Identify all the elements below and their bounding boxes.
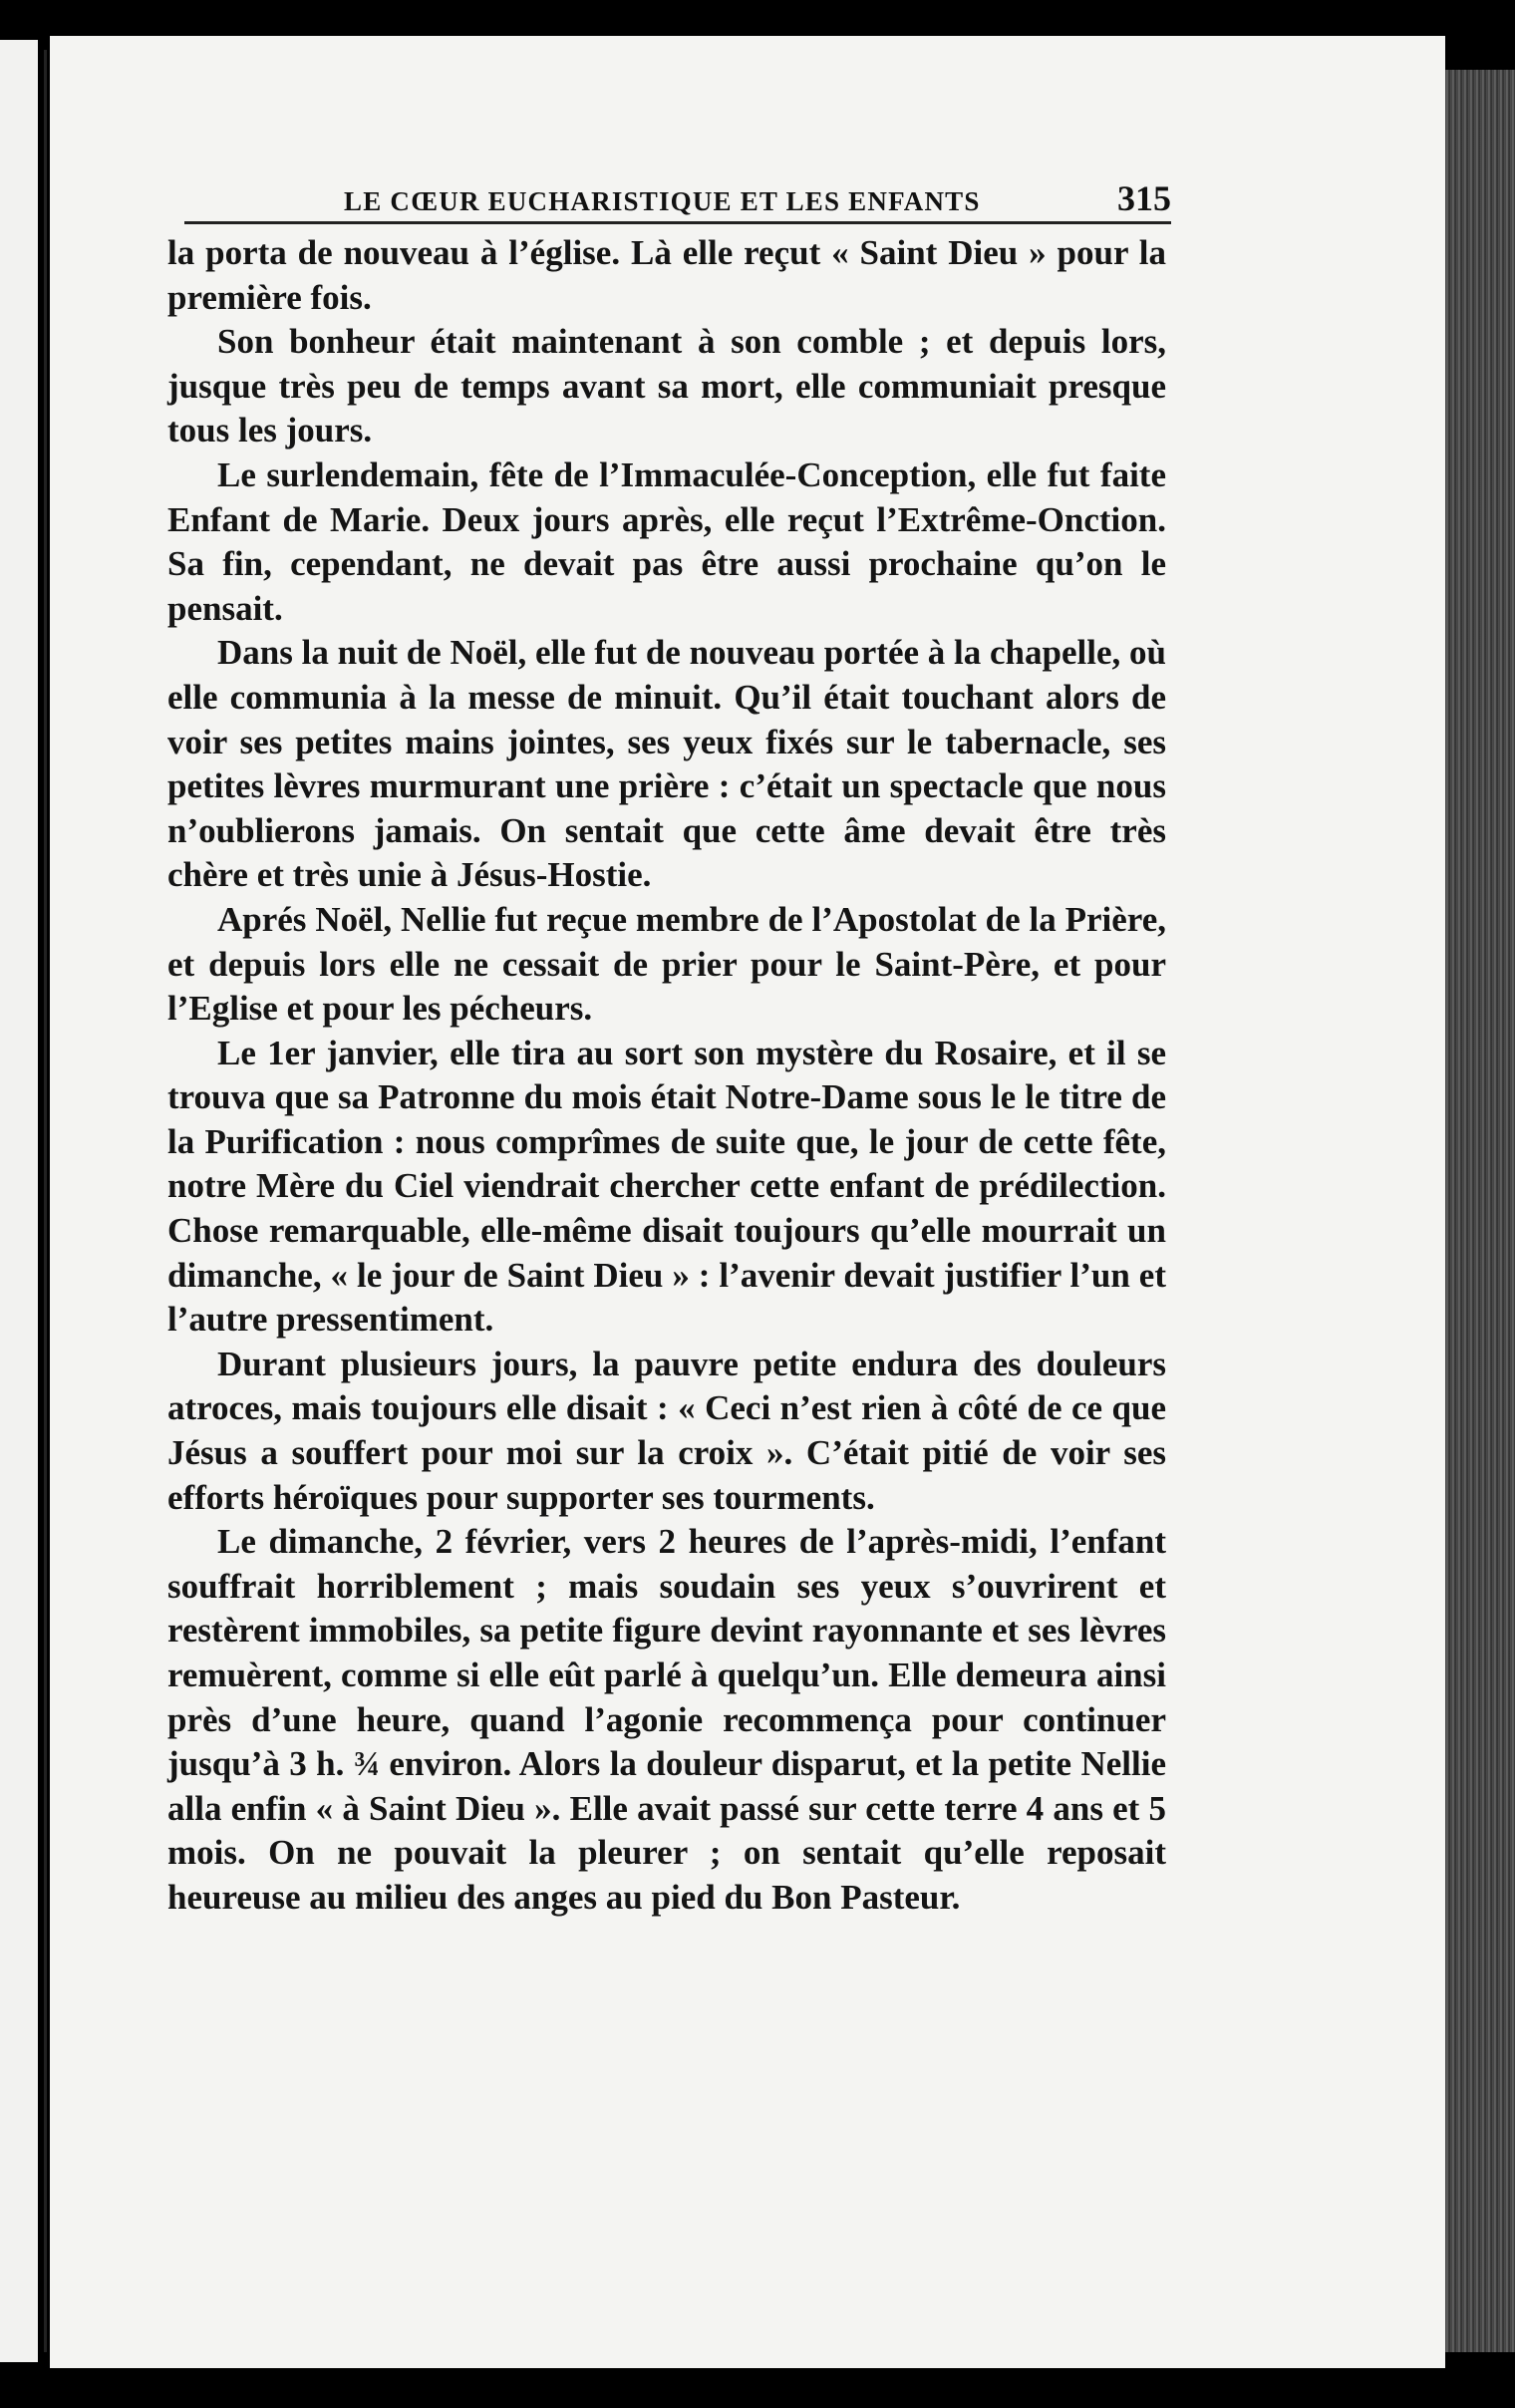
running-title: LE CŒUR EUCHARISTIQUE ET LES ENFANTS — [344, 186, 981, 216]
binding-shadow — [44, 50, 47, 2352]
paragraph: Le 1er janvier, elle tira au sort son mystère du Rosaire, et il se trouva que sa Patronne du mois était Notre-Dame sous le le titre de la Purification : nous comprîmes de suite que, le jour de cette fête, notre Mère du Ciel viendrait chercher cette enfant de prédilection. Chose remarquable, elle-même disait toujours qu’elle mourrait un dimanche, « le jour de Saint Dieu » : l’avenir devait justifier l’un et l’autre pressentiment. — [167, 1033, 1166, 1340]
page-header — [344, 177, 1171, 221]
body-text — [167, 231, 1166, 1921]
previous-page-edge — [0, 40, 38, 2362]
paragraph: Aprés Noël, Nellie fut reçue membre de l’Apostolat de la Prière, et depuis lors elle ne cessait de prier pour le Saint-Père, et pour l’Eglise et pour les pécheurs. — [167, 899, 1166, 1029]
paragraph: Le surlendemain, fête de l’Immaculée-Conception, elle fut faite Enfant de Marie. Deux jours après, elle reçut l’Extrême-Onction. Sa fin, cependant, ne devait pas être aussi prochaine qu’on le pensait. — [167, 454, 1166, 628]
page-edges — [1445, 70, 1515, 2352]
paragraph: la porta de nouveau à l’église. Là elle reçut « Saint Dieu » pour la première fois. — [167, 233, 1166, 317]
paragraph: Durant plusieurs jours, la pauvre petite endura des douleurs atroces, mais toujours elle disait : « Ceci n’est rien à côté de ce que Jésus a souffert pour moi sur la croix ». C’était pitié de voir ses efforts héroïques pour supporter ses tourments. — [167, 1344, 1166, 1517]
paragraph: Dans la nuit de Noël, elle fut de nouveau portée à la chapelle, où elle communia à la messe de minuit. Qu’il était touchant alors de voir ses petites mains jointes, ses yeux fixés sur le tabernacle, ses petites lèvres murmurant une prière : c’était un spectacle que nous n’oublierons jamais. On sentait que cette âme devait être très chère et très unie à Jésus-Hostie. — [167, 633, 1166, 895]
paragraph: Le dimanche, 2 février, vers 2 heures de l’après-midi, l’enfant souffrait horriblement ; mais soudain ses yeux s’ouvrirent et restèrent immobiles, sa petite figure devint rayonnante et ses lèvres remuèrent, comme si elle eût parlé à quelqu’un. Elle demeura ainsi près d’une heure, quand l’agonie recommença pour continuer jusqu’à 3 h. ¾ environ. Alors la douleur disparut, et la petite Nellie alla enfin « à Saint Dieu ». Elle avait passé sur cette terre 4 ans et 5 mois. On ne pouvait la pleurer ; on sentait qu’elle reposait heureuse au milieu des anges au pied du Bon Pasteur. — [167, 1522, 1166, 1917]
paragraph: Son bonheur était maintenant à son comble ; et depuis lors, jusque très peu de temps avant sa mort, elle communiait presque tous les jours. — [167, 322, 1166, 451]
header-rule — [184, 221, 1171, 224]
page-number: 315 — [1117, 178, 1171, 218]
